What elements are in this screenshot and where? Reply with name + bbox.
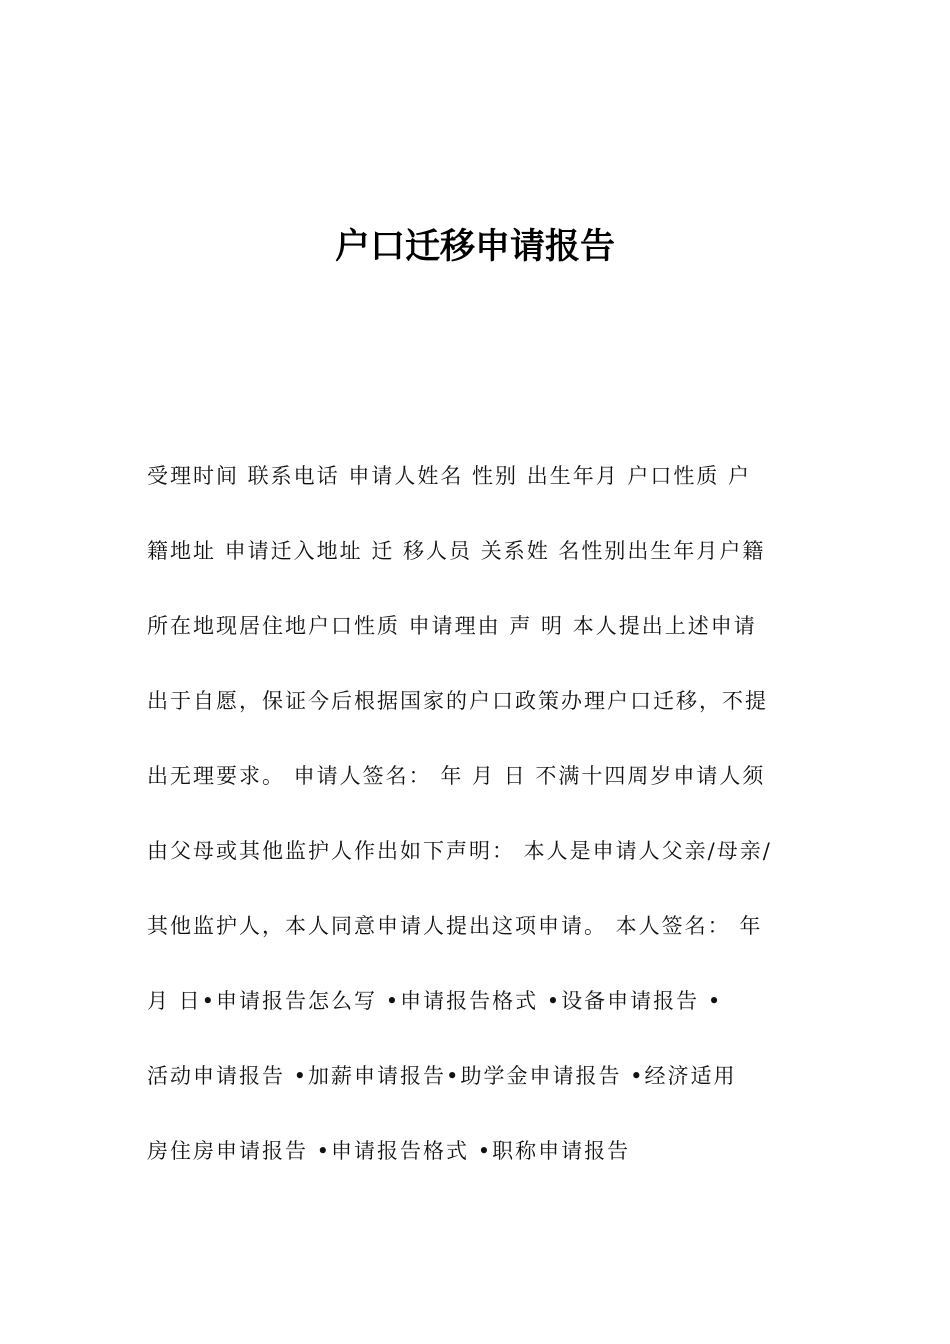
document-title: 户口迁移申请报告 [334,227,615,267]
body-line: 所在地现居住地户口性质 申请理由 声 明 本人提出上述申请 [147,614,757,638]
body-line: 出无理要求。 申请人签名： 年 月 日 不满十四周岁申请人须 [147,764,766,788]
body-line: 籍地址 申请迁入地址 迁 移人员 关系姓 名性别出生年月户籍 [147,539,766,563]
body-line: 出于自愿，保证今后根据国家的户口政策办理户口迁移，不提 [147,689,768,713]
body-line: 受理时间 联系电话 申请人姓名 性别 出生年月 户口性质 户 [147,464,752,488]
body-line: 活动申请报告 •加薪申请报告•助学金申请报告 •经济适用 [147,1064,737,1088]
body-line: 房住房申请报告 •申请报告格式 •职称申请报告 [147,1139,631,1163]
document-body [147,451,807,1201]
body-line: 其他监护人，本人同意申请人提出这项申请。 本人签名： 年 [147,914,763,938]
body-line: 由父母或其他监护人作出如下声明： 本人是申请人父亲/母亲/ [147,839,772,863]
body-line: 月 日•申请报告怎么写 •申请报告格式 •设备申请报告 • [147,989,723,1013]
